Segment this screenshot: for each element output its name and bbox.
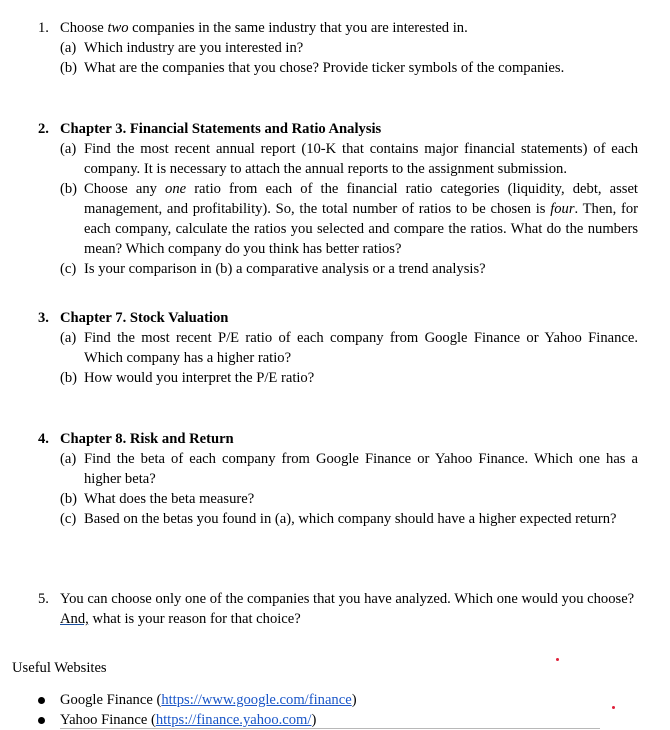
yahoo-finance-link[interactable]: https://finance.yahoo.com/ (155, 712, 312, 728)
red-dot-marker (612, 706, 615, 709)
question-stem (60, 18, 638, 38)
bullet-icon (38, 697, 45, 704)
sub-label: (c) (60, 511, 77, 527)
question-2 (38, 119, 638, 139)
sub-label: (b) (60, 181, 78, 197)
question-number: 2. (38, 121, 49, 137)
sub-question (60, 489, 638, 509)
sub-text: Choose any (84, 181, 166, 197)
question-stem (60, 589, 638, 629)
sub-question-list (60, 139, 638, 279)
list-item (38, 710, 638, 730)
sub-label: (a) (60, 451, 77, 467)
stem-text: You can choose only one of the companies that you have analyzed. Which one would you choose? (60, 591, 635, 607)
question-number: 4. (38, 431, 49, 447)
sub-emphasis: one (165, 181, 187, 197)
website-name: Yahoo Finance (60, 712, 148, 728)
question-3-subs (38, 328, 638, 388)
sub-label: (a) (60, 141, 77, 157)
question-3 (38, 308, 638, 328)
sub-question (60, 509, 638, 529)
sub-question-list (60, 328, 638, 388)
question-5 (38, 589, 638, 629)
question-4-subs (38, 449, 638, 529)
sub-text: How would you interpret the P/E ratio? (84, 370, 315, 386)
sub-text: Is your comparison in (b) a comparative analysis or a trend analysis? (84, 261, 486, 277)
sub-question (60, 58, 638, 78)
red-dot-marker (556, 658, 559, 661)
paren-open: ( (147, 712, 156, 728)
question-1 (38, 18, 638, 78)
website-name: Google Finance (60, 692, 153, 708)
bullet-icon (38, 717, 45, 724)
sub-label: (a) (60, 40, 77, 56)
question-stem: Chapter 7. Stock Valuation (60, 310, 229, 326)
paren-close: ) (351, 692, 357, 708)
question-number: 1. (38, 20, 49, 36)
sub-text: Find the most recent P/E ratio of each company from Google Finance or Yahoo Finance. Which company has a higher ratio? (84, 330, 638, 366)
sub-question (60, 328, 638, 368)
question-stem: Chapter 3. Financial Statements and Ratio Analysis (60, 121, 382, 137)
useful-websites-list (38, 690, 638, 730)
sub-text: . Then, for each company, calculate the ratios you selected and compare the ratios. What do the numbers mean? Which company do you think has better ratios? (84, 201, 638, 257)
sub-label: (b) (60, 370, 78, 386)
list-item (38, 690, 638, 710)
sub-text: Which industry are you interested in? (84, 40, 304, 56)
paren-open: ( (152, 692, 162, 708)
question-number: 3. (38, 310, 49, 326)
sub-question (60, 259, 638, 279)
sub-question (60, 179, 638, 259)
sub-label: (c) (60, 261, 77, 277)
stem-underlined: And, (60, 611, 89, 627)
sub-text: What are the companies that you chose? Provide ticker symbols of the companies. (84, 60, 565, 76)
stem-emphasis: two (107, 20, 129, 36)
paren-close: ) (311, 712, 317, 728)
sub-text: Find the beta of each company from Google Finance or Yahoo Finance. Which one has a higher beta? (84, 451, 638, 487)
google-finance-link[interactable]: https://www.google.com/finance (161, 692, 352, 708)
stem-text: companies in the same industry that you are interested in. (128, 20, 468, 36)
stem-text: Choose (60, 20, 108, 36)
sub-question (60, 139, 638, 179)
question-number: 5. (38, 591, 49, 607)
useful-websites-heading: Useful Websites (12, 660, 107, 676)
sub-question (60, 449, 638, 489)
sub-text: Based on the betas you found in (a), which company should have a higher expected return? (84, 511, 617, 527)
divider-line (60, 728, 600, 729)
sub-text: ratio from each of the financial ratio categories (liquidity, debt, asset management, and profitability). So, the total number of ratios to be chosen is (84, 181, 638, 217)
question-4 (38, 429, 638, 449)
stem-text: what is your reason for that choice? (88, 611, 301, 627)
sub-question-list (60, 449, 638, 529)
question-stem: Chapter 8. Risk and Return (60, 431, 234, 447)
sub-label: (a) (60, 330, 77, 346)
sub-text: Find the most recent annual report (10-K that contains major financial statements) of each company. It is necessary to attach the annual reports to the assignment submission. (84, 141, 638, 177)
sub-emphasis: four (550, 201, 575, 217)
sub-question-list (60, 38, 638, 78)
sub-label: (b) (60, 491, 78, 507)
question-2-subs (38, 139, 638, 279)
sub-text: What does the beta measure? (84, 491, 255, 507)
sub-question (60, 368, 638, 388)
sub-label: (b) (60, 60, 78, 76)
sub-question (60, 38, 638, 58)
